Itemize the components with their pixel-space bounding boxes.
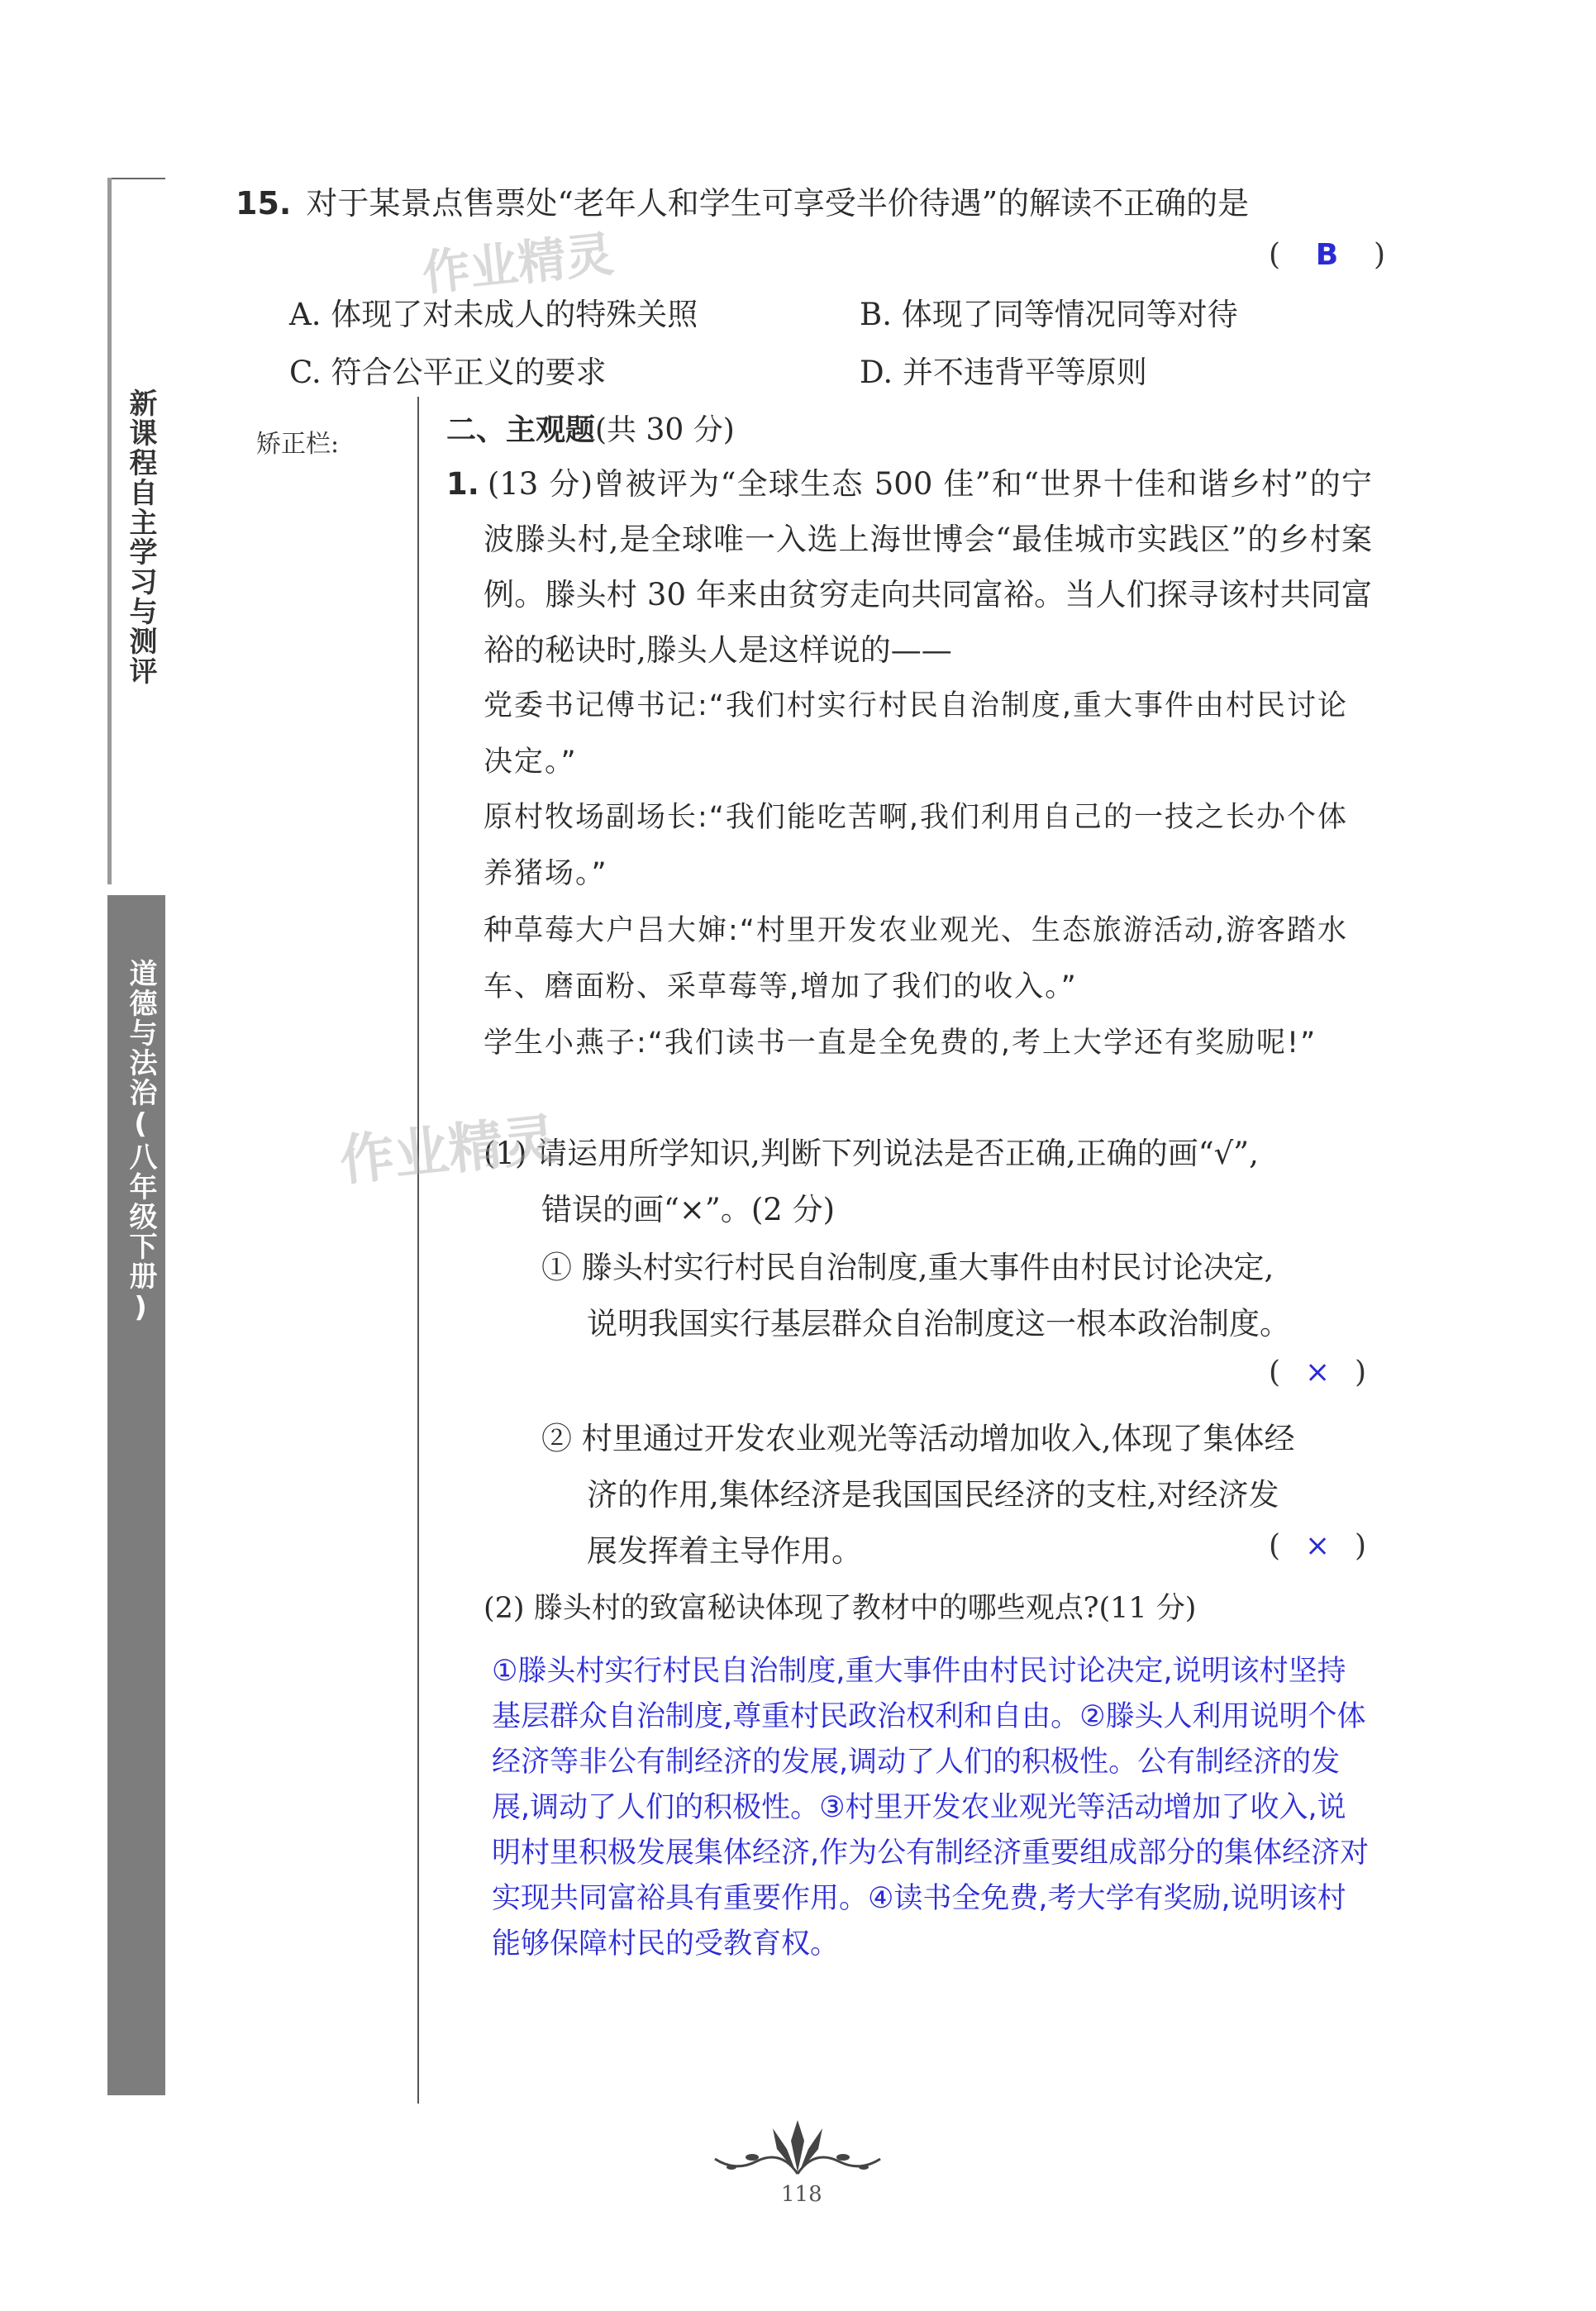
part-2-prompt: (2) 滕头村的致富秘诀体现了教材中的哪些观点?(11 分)	[484, 1592, 1197, 1625]
item-2-line-2: 济的作用,集体经济是我国国民经济的支柱,对经济发	[587, 1477, 1279, 1513]
spine-rule	[107, 178, 112, 884]
question-15-stem	[236, 178, 1249, 223]
spine-top-rule	[107, 178, 165, 179]
option-d: D. 并不违背平等原则	[860, 355, 1147, 390]
part-2-answer: ①滕头村实行村民自治制度,重大事件由村民讨论决定,说明该村坚持基层群众自治制度,尊重村民政治权利和自由。②滕头人利用说明个体经济等非公有制经济的发展,调动了人们的积极性。公有制经济的发展,调动了人们的积极性。③村里开发农业观光等活动增加了收入,说明村里积极发展集体经济,作为公有制经济重要组成部分的集体经济对实现共同富裕具有重要作用。④读书全免费,考大学有奖励,说明该村能够保障村民的受教育权。	[492, 1655, 1370, 1961]
page-number: 118	[781, 2182, 822, 2207]
section-2-score: (共 30 分)	[595, 413, 735, 447]
option-a: A. 体现了对未成人的特殊关照	[289, 297, 698, 332]
quote-strawberry-farmer: 种草莓大户吕大婶:“村里开发农业观光、生态旅游活动,游客踏水车、磨面粉、采草莓等,增加了我们的收入。”	[484, 914, 1349, 1003]
quote-secretary: 党委书记傅书记:“我们村实行村民自治制度,重大事件由村民讨论决定。”	[484, 689, 1349, 779]
question-15-number: 15.	[236, 185, 292, 222]
question-15-answer: B	[1315, 238, 1339, 272]
question-15-answer-box	[1269, 238, 1385, 272]
question-1-intro-text: (13 分)曾被评为“全球生态 500 佳”和“世界十佳和谐乡村”的宁波滕头村,是全球唯一入选上海世博会“最佳城市实践区”的乡村案例。滕头村 30 年来由贫穷走向共同富裕。当人们探寻该村共同富裕的秘诀时,滕头人是这样说的——	[484, 466, 1372, 668]
item-1-answer-box: ( × )	[1269, 1356, 1367, 1389]
item-2-line-3: 展发挥着主导作用。	[587, 1533, 862, 1569]
section-2-heading	[446, 407, 735, 449]
answer-open-paren: (	[1269, 238, 1281, 272]
watermark-middle: 作业精灵	[336, 1107, 560, 1194]
question-1-intro	[446, 456, 1372, 678]
question-1-number: 1.	[446, 466, 479, 502]
watermark-top: 作业精灵	[419, 226, 617, 302]
part-1-prompt-line-2: 错误的画“×”。(2 分)	[541, 1192, 836, 1227]
section-2-title: 二、主观题	[446, 413, 596, 447]
item-2-answer: ×	[1304, 1529, 1331, 1563]
answer-close-paren: )	[1373, 238, 1385, 272]
subject-title: 道德与法治(八年级下册)	[124, 959, 157, 1326]
option-c: C. 符合公平正义的要求	[289, 355, 607, 390]
item-1-line-1: ① 滕头村实行村民自治制度,重大事件由村民讨论决定,	[541, 1250, 1274, 1285]
item-1-answer: ×	[1304, 1356, 1331, 1389]
quote-farm-manager: 原村牧场副场长:“我们能吃苦啊,我们利用自己的一技之长办个体养猪场。”	[484, 801, 1349, 890]
quote-student: 学生小燕子:“我们读书一直是全免费的,考上大学还有奖励呢!”	[484, 1027, 1317, 1060]
option-b: B. 体现了同等情况同等对待	[860, 297, 1238, 332]
part-1-prompt-line-1: (1) 请运用所学知识,判断下列说法是否正确,正确的画“√”,	[484, 1136, 1259, 1171]
floral-ornament-icon	[707, 2116, 889, 2182]
book-series-title: 新课程自主学习与测评	[124, 388, 157, 686]
item-2-answer-box: ( × )	[1269, 1529, 1367, 1563]
correction-column-divider	[417, 397, 419, 2104]
item-1-line-2: 说明我国实行基层群众自治制度这一根本政治制度。	[587, 1306, 1290, 1341]
question-15-text: 对于某景点售票处“老年人和学生可享受半价待遇”的解读不正确的是	[306, 185, 1250, 222]
correction-label: 矫正栏:	[256, 430, 340, 459]
item-2-line-1: ② 村里通过开发农业观光等活动增加收入,体现了集体经	[541, 1421, 1295, 1456]
